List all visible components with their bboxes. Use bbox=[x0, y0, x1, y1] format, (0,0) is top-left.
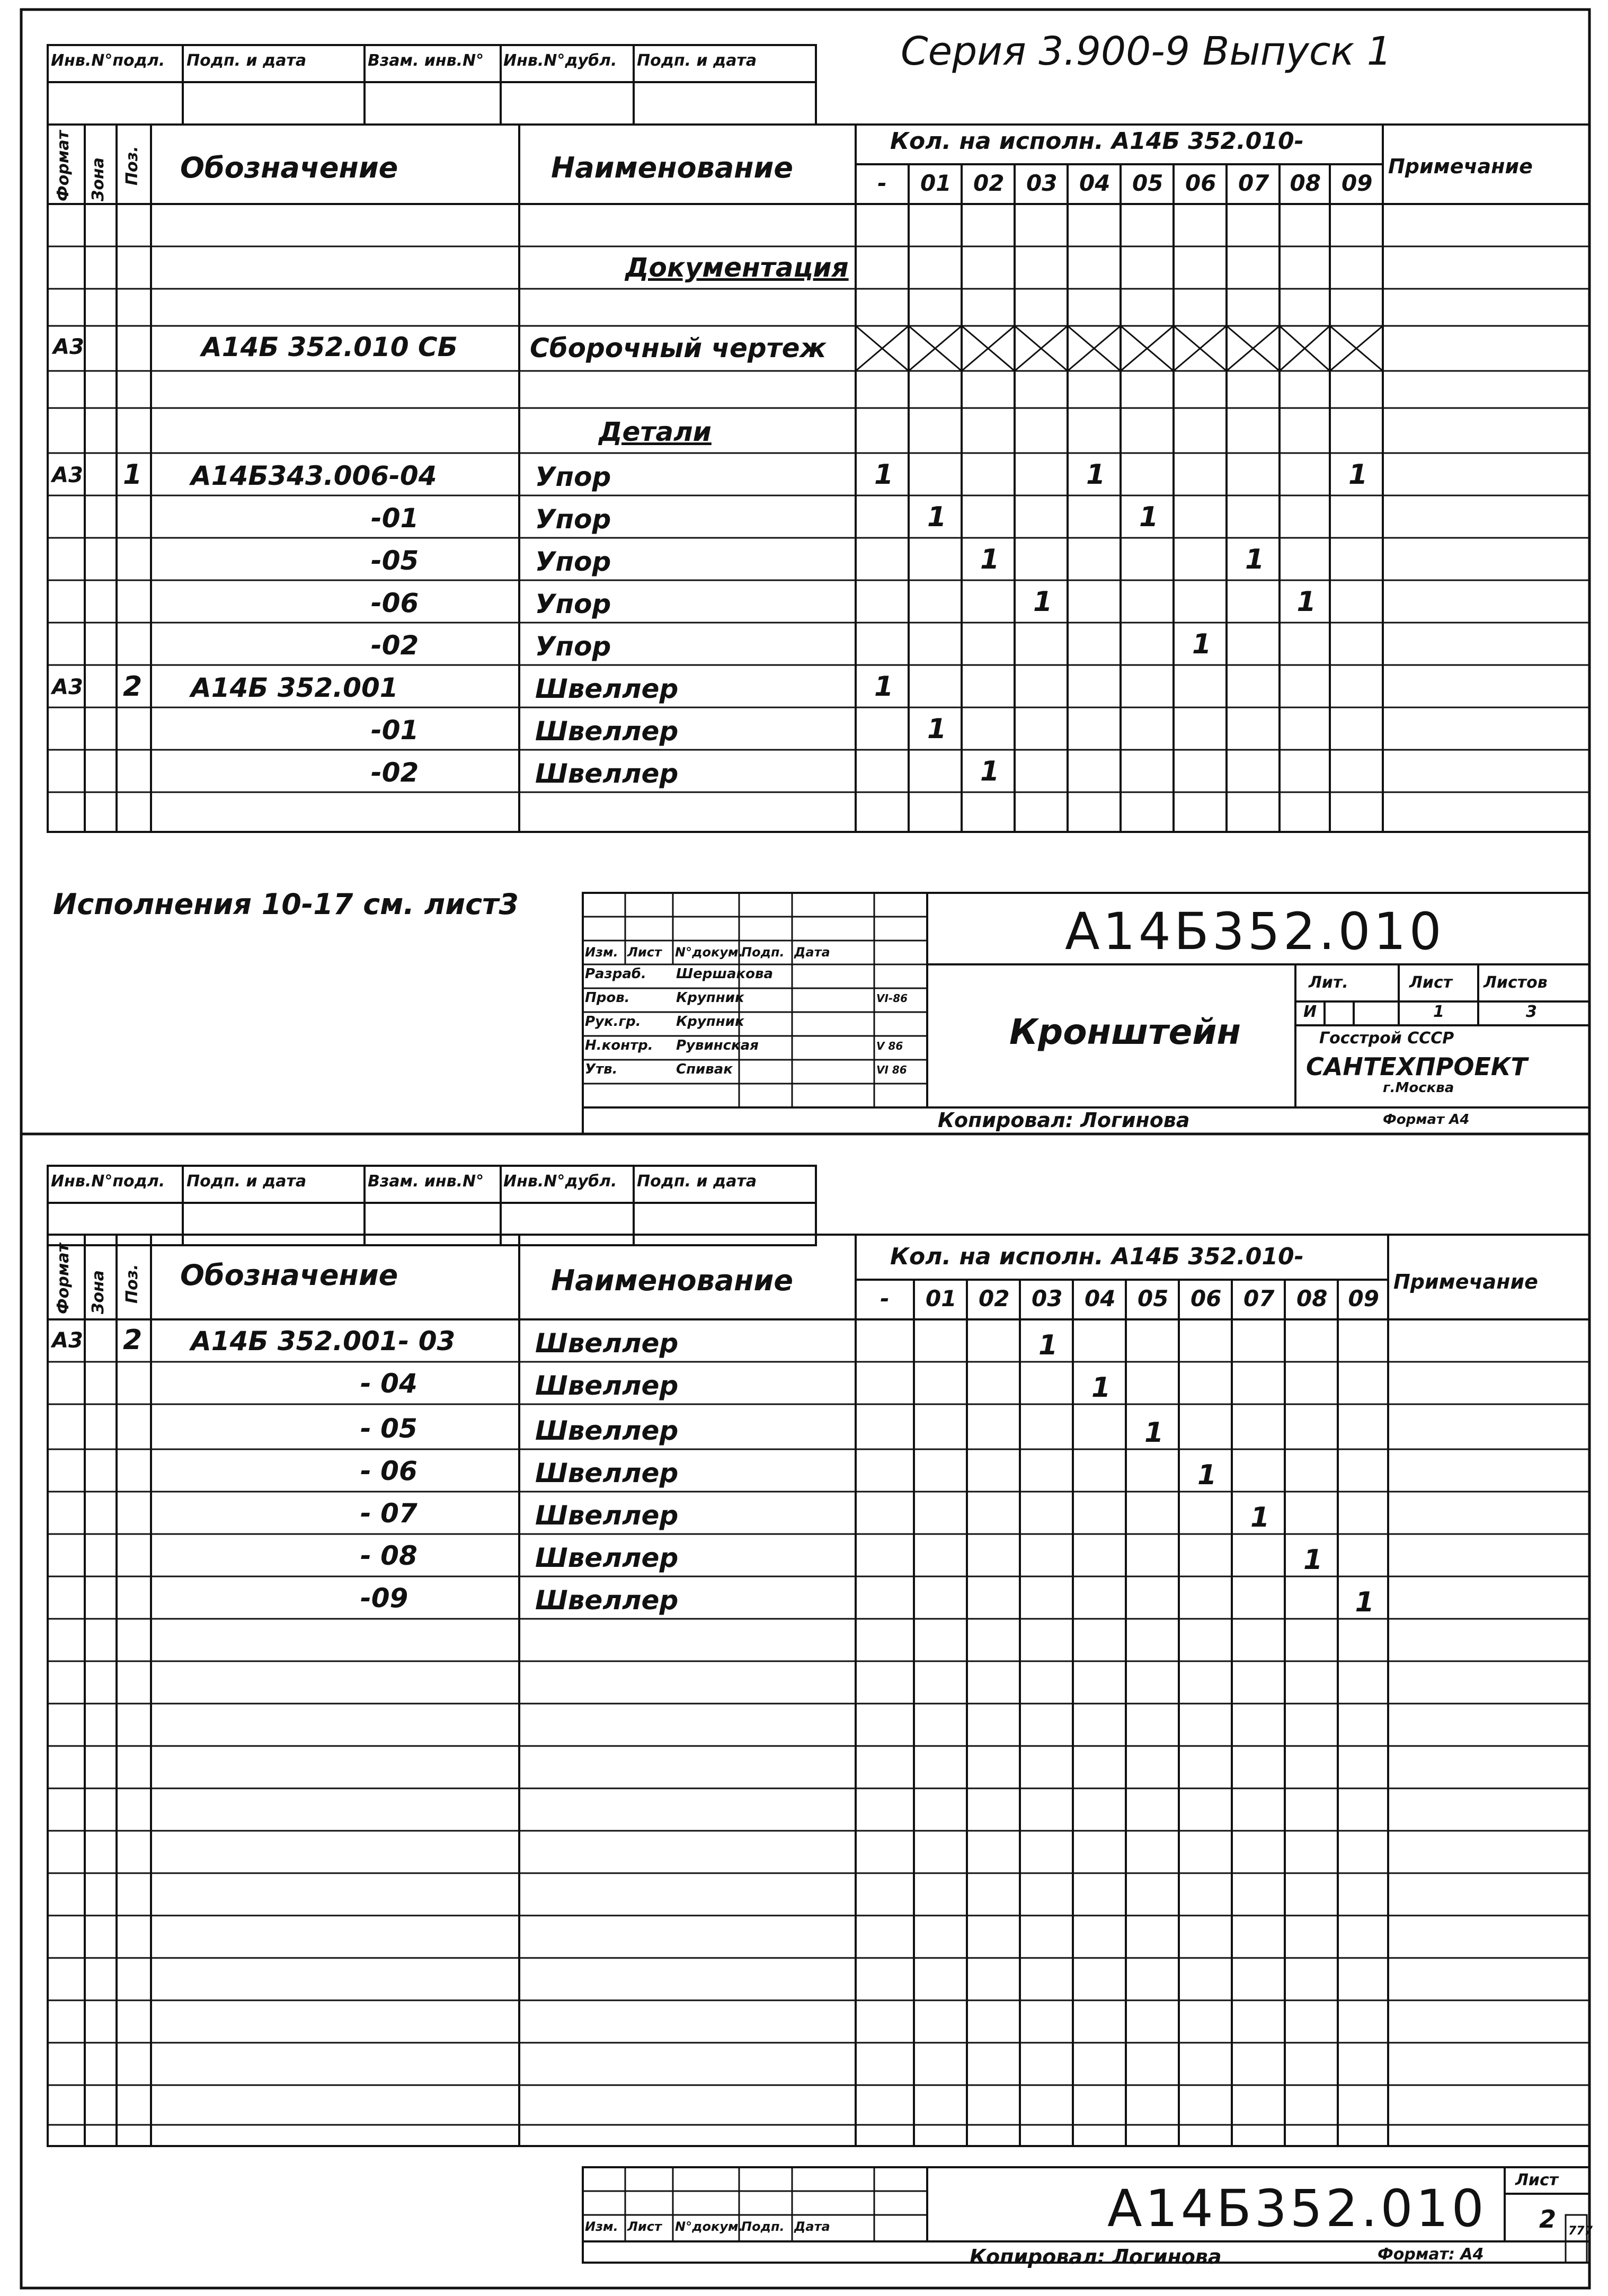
tb-col-label-4: Дата bbox=[794, 945, 830, 960]
variant-header-0: - bbox=[880, 1286, 890, 1311]
tb-col-label-2: N°докум. bbox=[675, 2219, 743, 2234]
variant-header-3: 03 bbox=[1032, 1286, 1063, 1311]
header-naimenovanie: Наименование bbox=[551, 151, 794, 184]
header2-format: Формат bbox=[54, 1243, 73, 1314]
variant-header-5: 05 bbox=[1132, 170, 1163, 196]
row-name: Упор bbox=[535, 462, 611, 492]
row-designation: -09 bbox=[360, 1583, 408, 1614]
tb1-role: Пров. bbox=[585, 990, 630, 1006]
qty-cell: 1 bbox=[980, 544, 1000, 575]
tb-col-label-1: Лист bbox=[627, 2219, 662, 2234]
row-designation: - 08 bbox=[360, 1540, 417, 1571]
tb-col-label-4: Дата bbox=[794, 2219, 830, 2234]
variant-header-5: 05 bbox=[1138, 1286, 1169, 1311]
qty-cell: 1 bbox=[1033, 586, 1053, 618]
variant-header-1: 01 bbox=[920, 170, 952, 196]
tb-col-label-0: Изм. bbox=[585, 945, 618, 960]
variant-header-2: 02 bbox=[973, 170, 1005, 196]
tb1-role: Рук.гр. bbox=[585, 1014, 641, 1030]
row-poz: 2 bbox=[123, 671, 143, 703]
header2-primechanie: Примечание bbox=[1393, 1270, 1538, 1293]
qty-cell: 1 bbox=[980, 756, 1000, 787]
variant-header-8: 08 bbox=[1290, 170, 1321, 196]
row-name: Швеллер bbox=[535, 1458, 679, 1488]
tb2-copied: Копировал: Логинова bbox=[970, 2245, 1222, 2268]
variant-header-6: 06 bbox=[1185, 170, 1216, 196]
tb2-list-label: Лист bbox=[1515, 2171, 1559, 2189]
tb-col-label-1: Лист bbox=[627, 945, 662, 960]
row-name: Швеллер bbox=[535, 1328, 679, 1359]
row-name: Швеллер bbox=[535, 673, 679, 704]
note-executions: Исполнения 10-17 см. лист3 bbox=[53, 888, 519, 921]
variant-header-7: 07 bbox=[1238, 170, 1269, 196]
row-designation: А14Б343.006-04 bbox=[191, 460, 437, 491]
qty-cell: 1 bbox=[927, 713, 947, 745]
variant-header-9: 09 bbox=[1342, 170, 1373, 196]
tb1-role-name: Шершакова bbox=[676, 966, 774, 982]
row-name: Швеллер bbox=[535, 716, 679, 747]
header2-poz: Поз. bbox=[123, 1264, 141, 1304]
tb-col-label-3: Подп. bbox=[741, 2219, 785, 2234]
section-details: Детали bbox=[599, 416, 712, 447]
header2-zona: Зона bbox=[89, 1270, 108, 1314]
qty-cell: 1 bbox=[1091, 1372, 1111, 1404]
tb1-role-date: V 86 bbox=[876, 1040, 903, 1052]
row-poz: 1 bbox=[123, 459, 143, 491]
tb-col-label-0: Изм. bbox=[585, 2219, 618, 2234]
header2-naimenovanie: Наименование bbox=[551, 1264, 794, 1297]
row-designation: А14Б 352.001- 03 bbox=[191, 1326, 456, 1357]
stamp-podp-data: Подп. и дата bbox=[186, 51, 307, 70]
row-designation: -01 bbox=[371, 503, 419, 534]
tb1-lit-value: И bbox=[1303, 1003, 1317, 1021]
variant-header-9: 09 bbox=[1348, 1286, 1379, 1311]
qty-cell: 1 bbox=[874, 459, 894, 491]
row-format: А3 bbox=[52, 463, 83, 487]
stamp2-podp-data: Подп. и дата bbox=[186, 1172, 307, 1191]
qty-cell: 1 bbox=[1348, 459, 1368, 491]
tb-col-label-2: N°докум. bbox=[675, 945, 743, 960]
tb1-role-name: Крупник bbox=[676, 990, 744, 1006]
qty-cell: 1 bbox=[1245, 544, 1265, 575]
row-format: А3 bbox=[52, 675, 83, 699]
header-zona: Зона bbox=[89, 157, 108, 201]
row-designation: -05 bbox=[371, 545, 419, 576]
row-name: Швеллер bbox=[535, 758, 679, 789]
row-name: Швеллер bbox=[535, 1543, 679, 1573]
tb1-listov-value: 3 bbox=[1526, 1003, 1537, 1021]
tb1-role-date: VI-86 bbox=[876, 992, 908, 1005]
stamp2-inv-dubl: Инв.N°дубл. bbox=[503, 1172, 617, 1191]
row-name: Швеллер bbox=[535, 1585, 679, 1616]
qty-cell: 1 bbox=[1250, 1502, 1270, 1533]
row-name: Швеллер bbox=[535, 1500, 679, 1531]
tb2-list-value: 2 bbox=[1539, 2205, 1557, 2233]
tb1-org-1: Госстрой СССР bbox=[1319, 1029, 1454, 1048]
qty-cell: 1 bbox=[1296, 586, 1316, 618]
row-name: Швеллер bbox=[535, 1370, 679, 1401]
stamp-inv-podl: Инв.N°подл. bbox=[51, 51, 165, 70]
variant-header-7: 07 bbox=[1243, 1286, 1275, 1311]
row-name: Швеллер bbox=[535, 1415, 679, 1446]
row-designation: - 05 bbox=[360, 1413, 417, 1444]
header-kol: Кол. на исполн. А14Б 352.010- bbox=[890, 128, 1304, 155]
tb1-lit-label: Лит. bbox=[1309, 973, 1348, 992]
qty-cell: 1 bbox=[1139, 501, 1159, 533]
header-primechanie: Примечание bbox=[1388, 155, 1533, 178]
qty-cell: 1 bbox=[927, 501, 947, 533]
series-header: Серия 3.900-9 Выпуск 1 bbox=[901, 29, 1392, 74]
row-designation: -06 bbox=[371, 588, 419, 618]
stamp-vzam-inv: Взам. инв.N° bbox=[368, 51, 484, 70]
variant-header-2: 02 bbox=[979, 1286, 1010, 1311]
qty-cell: 1 bbox=[1144, 1417, 1164, 1449]
row-designation: -02 bbox=[371, 757, 419, 788]
variant-header-8: 08 bbox=[1296, 1286, 1328, 1311]
variant-header-0: - bbox=[877, 170, 887, 196]
row-designation: - 04 bbox=[360, 1368, 417, 1399]
row-name: Упор bbox=[535, 546, 611, 577]
variant-header-6: 06 bbox=[1191, 1286, 1222, 1311]
row-designation: А14Б 352.001 bbox=[191, 672, 398, 703]
tb1-role-date: VI 86 bbox=[876, 1063, 907, 1076]
qty-cell: 1 bbox=[1355, 1586, 1374, 1618]
variant-header-3: 03 bbox=[1026, 170, 1058, 196]
tb1-format: Формат А4 bbox=[1383, 1112, 1470, 1128]
tb1-name: Кронштейн bbox=[1009, 1012, 1241, 1052]
row-poz: 2 bbox=[123, 1324, 143, 1356]
tb2-doc-number: А14Б352.010 bbox=[1107, 2179, 1487, 2238]
row-format: А3 bbox=[52, 1328, 83, 1353]
row-designation: -02 bbox=[371, 630, 419, 661]
qty-cell: 1 bbox=[1197, 1459, 1217, 1491]
qty-cell: 1 bbox=[1038, 1329, 1058, 1361]
qty-cell: 1 bbox=[874, 671, 894, 703]
tb1-doc-number: А14Б352.010 bbox=[1065, 902, 1445, 961]
tb1-role: Н.контр. bbox=[585, 1038, 653, 1053]
doc-row-format: А3 bbox=[53, 335, 84, 359]
tb1-role-name: Рувинская bbox=[676, 1038, 759, 1053]
tb-col-label-3: Подп. bbox=[741, 945, 785, 960]
stamp-podp-data-2: Подп. и дата bbox=[637, 51, 757, 70]
tb1-role-name: Крупник bbox=[676, 1014, 744, 1030]
variant-header-1: 01 bbox=[926, 1286, 957, 1311]
doc-row-name: Сборочный чертеж bbox=[530, 333, 827, 364]
stamp-inv-dubl: Инв.N°дубл. bbox=[503, 51, 617, 70]
header-oboznachenie: Обозначение bbox=[180, 151, 398, 184]
tb1-copied: Копировал: Логинова bbox=[938, 1109, 1190, 1132]
row-designation: -01 bbox=[371, 715, 419, 746]
stamp2-vzam-inv: Взам. инв.N° bbox=[368, 1172, 484, 1191]
tb1-list-value: 1 bbox=[1433, 1003, 1444, 1021]
tb1-org-3: г.Москва bbox=[1383, 1080, 1454, 1096]
tb1-org-2: САНТЕХПРОЕКТ bbox=[1306, 1052, 1527, 1081]
header-poz: Поз. bbox=[123, 146, 141, 185]
tb2-format: Формат: А4 bbox=[1378, 2245, 1484, 2264]
tb1-listov-label: Листов bbox=[1483, 973, 1548, 992]
header2-oboznachenie: Обозначение bbox=[180, 1258, 398, 1292]
qty-cell: 1 bbox=[1192, 628, 1212, 660]
variant-header-4: 04 bbox=[1079, 170, 1111, 196]
doc-row-designation: А14Б 352.010 СБ bbox=[201, 332, 458, 362]
stamp2-podp-data-2: Подп. и дата bbox=[637, 1172, 757, 1191]
row-designation: - 07 bbox=[360, 1498, 417, 1529]
tb1-list-label: Лист bbox=[1409, 973, 1453, 992]
stamp2-inv-podl: Инв.N°подл. bbox=[51, 1172, 165, 1191]
section-documentation: Документация bbox=[625, 252, 849, 283]
tb1-role: Утв. bbox=[585, 1061, 618, 1077]
qty-cell: 1 bbox=[1086, 459, 1106, 491]
header-format: Формат bbox=[54, 130, 73, 201]
variant-header-4: 04 bbox=[1085, 1286, 1116, 1311]
corner-mark: 777 bbox=[1568, 2224, 1593, 2238]
row-name: Упор bbox=[535, 631, 611, 662]
header2-kol: Кол. на исполн. А14Б 352.010- bbox=[890, 1243, 1304, 1270]
tb1-role-name: Спивак bbox=[676, 1061, 733, 1077]
qty-cell: 1 bbox=[1303, 1544, 1323, 1576]
row-designation: - 06 bbox=[360, 1456, 417, 1486]
tb1-role: Разраб. bbox=[585, 966, 646, 982]
row-name: Упор bbox=[535, 589, 611, 619]
row-name: Упор bbox=[535, 504, 611, 535]
